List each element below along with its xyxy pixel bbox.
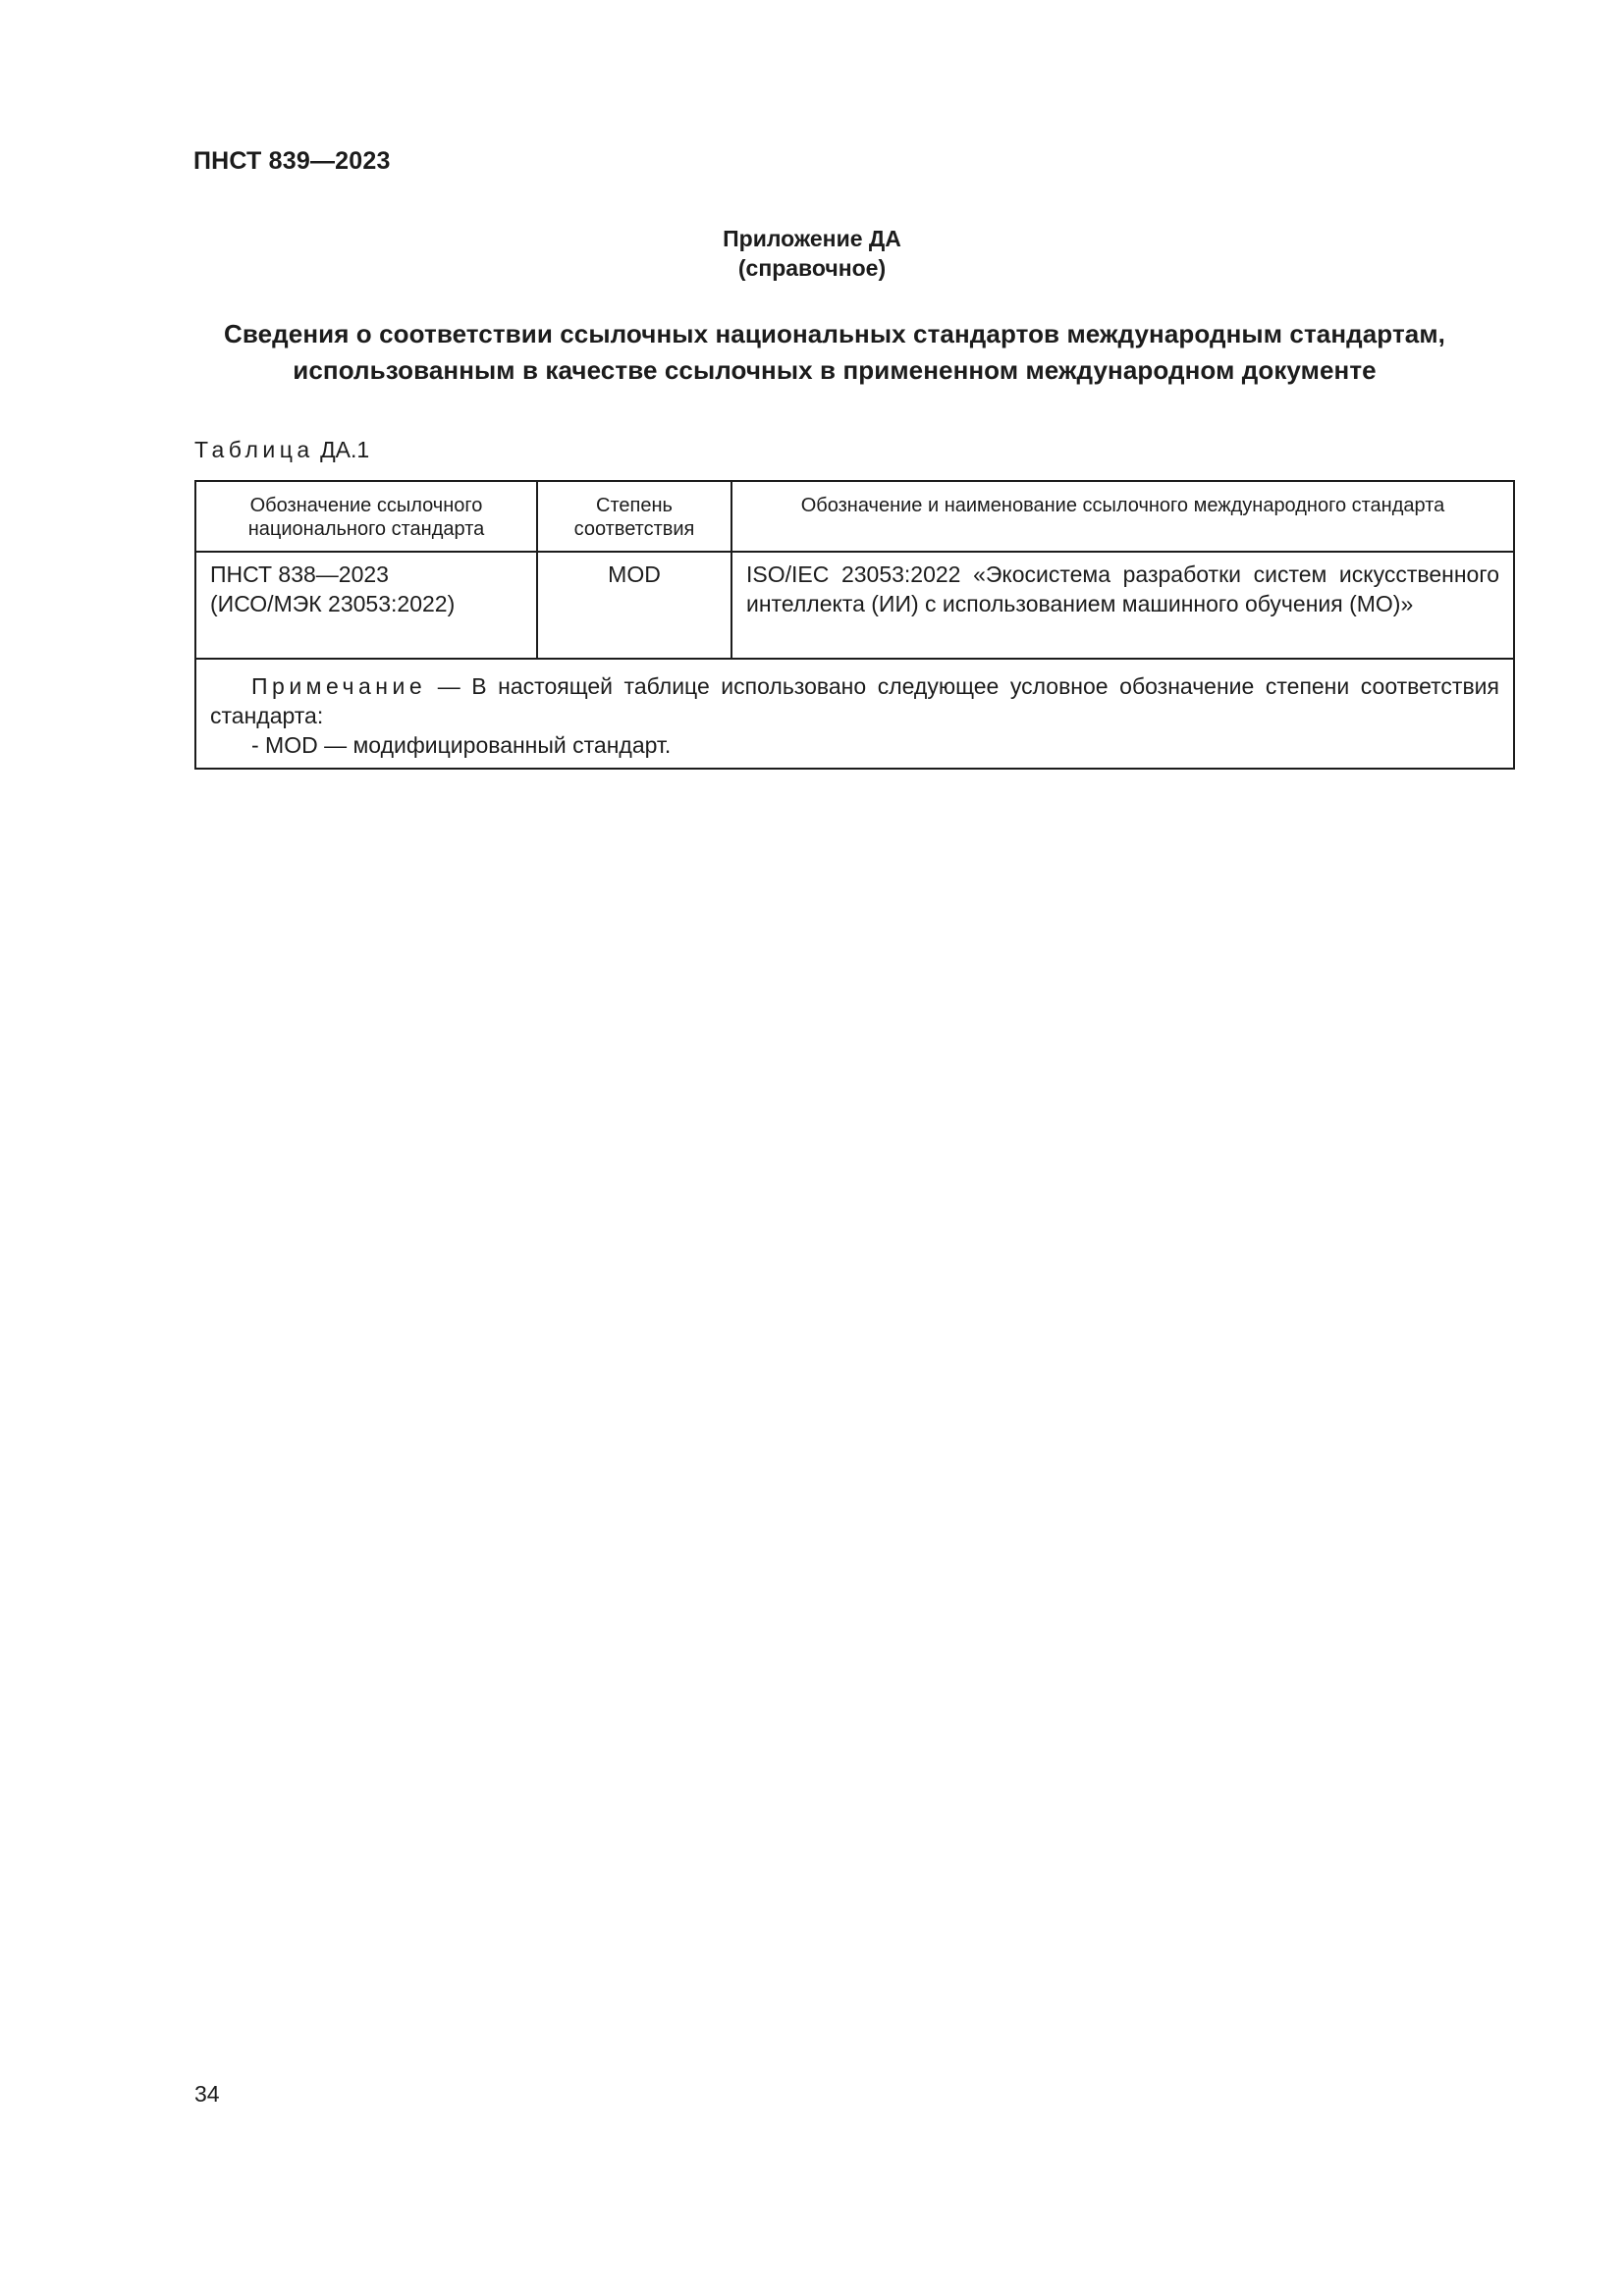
note-text <box>210 671 1499 730</box>
note-body: — В настоящей таблице использовано следующее условное обозначение степени соответствия стандарта: <box>210 673 1499 728</box>
national-standard-equivalent: (ИСО/МЭК 23053:2022) <box>210 591 456 616</box>
table-caption-number: ДА.1 <box>320 437 370 462</box>
table-row <box>195 552 1514 659</box>
column-header-international-standard: Обозначение и наименование ссылочного международного стандарта <box>731 481 1514 552</box>
document-title-line2: использованным в качестве ссылочных в примененном международном документе <box>293 355 1377 385</box>
document-title-line1: Сведения о соответствии ссылочных национальных стандартов международным стандартам, <box>223 319 1445 348</box>
note-label: Примечание <box>251 673 427 699</box>
column-header-national-standard: Обозначение ссылочного национального стандарта <box>195 481 537 552</box>
note-item: - MOD — модифицированный стандарт. <box>251 732 672 758</box>
national-standard-code: ПНСТ 838—2023 <box>210 561 389 587</box>
document-code: ПНСТ 839—2023 <box>193 147 391 175</box>
table-header-row <box>195 481 1514 552</box>
cell-national-standard <box>195 552 537 659</box>
cell-degree: MOD <box>537 552 731 659</box>
column-header-degree: Степень соответствия <box>537 481 731 552</box>
appendix-subtitle: (справочное) <box>737 255 887 281</box>
correspondence-table <box>194 480 1515 770</box>
table-caption <box>194 437 369 463</box>
appendix-title: Приложение ДА <box>723 226 901 251</box>
appendix-heading <box>0 224 1624 283</box>
table-note <box>195 659 1514 769</box>
document-title <box>157 316 1512 389</box>
cell-international-standard: ISO/IEC 23053:2022 «Экосистема разработки систем искусственного интеллекта (ИИ) с использованием машинного обучения (МО)» <box>731 552 1514 659</box>
page-number: 34 <box>194 2081 220 2107</box>
table-caption-label: Таблица <box>194 437 314 462</box>
table-note-row <box>195 659 1514 769</box>
